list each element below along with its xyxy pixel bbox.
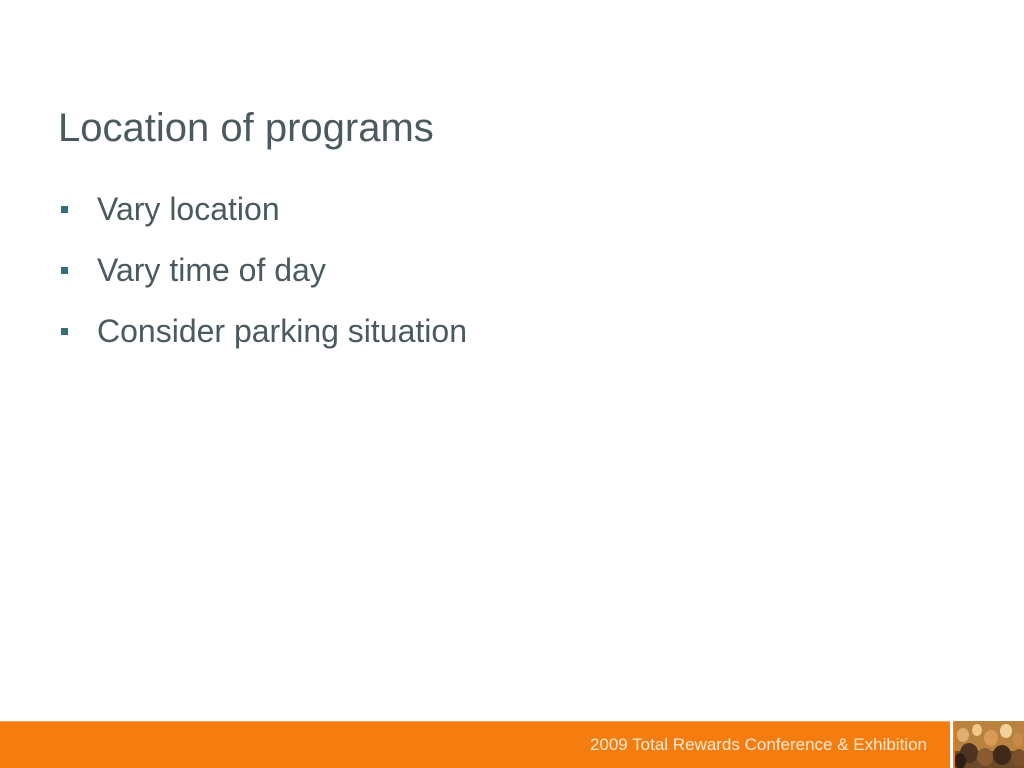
bullet-list	[58, 186, 467, 369]
square-bullet-icon	[61, 267, 68, 274]
bullet-text: Vary location	[97, 191, 280, 227]
square-bullet-icon	[61, 206, 68, 213]
footer-highlight-line	[0, 721, 1024, 722]
crowd-photo-thumbnail	[955, 721, 1024, 768]
footer-text: 2009 Total Rewards Conference & Exhibition	[589, 735, 927, 754]
square-bullet-icon	[61, 328, 68, 335]
slide-title: Location of programs	[58, 106, 434, 150]
bullet-item	[58, 308, 467, 369]
footer-bar	[0, 721, 1024, 768]
bullet-text: Consider parking situation	[97, 313, 467, 349]
bullet-item	[58, 247, 467, 308]
bullet-item	[58, 186, 467, 247]
bullet-text: Vary time of day	[97, 252, 326, 288]
footer-divider	[950, 721, 953, 768]
